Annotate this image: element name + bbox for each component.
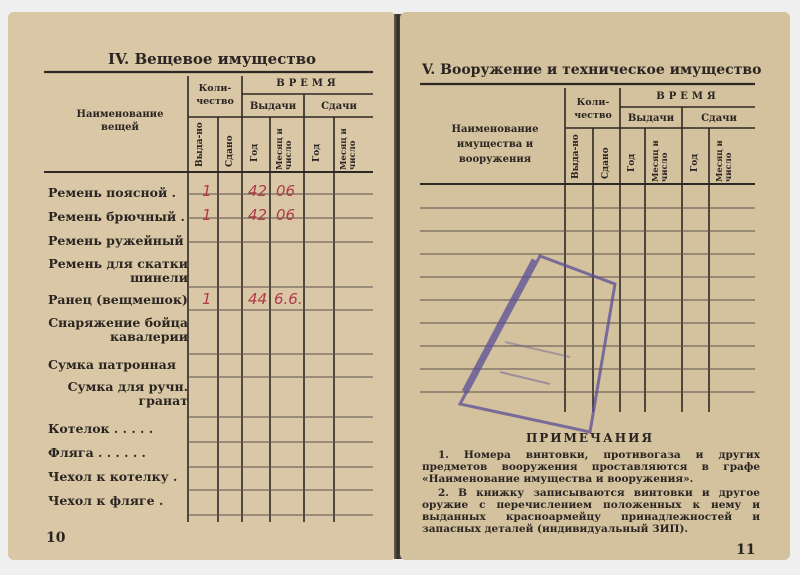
handwritten-year: 42 — [248, 182, 268, 200]
note-1: 1. Номера винтовки, противогаза и других предметов вооружения проставляются в графе «Наименование имущества и вооружения». — [422, 449, 760, 485]
handwritten-date: 06 — [276, 206, 296, 224]
sub-year-return-label: Год — [312, 143, 322, 162]
sub-month-day-issue-label: Месяц и число — [651, 140, 670, 182]
item-name: Ремень ружейный — [48, 233, 184, 248]
sub-month-day-return-label: Месяц и число — [339, 128, 358, 170]
handwritten-year: 44 — [248, 290, 268, 308]
left-page-title: IV. Вещевое имущество — [108, 50, 317, 68]
col-quantity-header: Коли-чество — [574, 97, 612, 121]
left-page — [8, 12, 396, 560]
col-return-header: Сдачи — [701, 113, 737, 124]
item-name: Котелок . . . . . — [48, 421, 154, 436]
note-2: 2. В книжку записываются винтовки и другое оружие с перечислением положенных к нему и выданных красноармейцу принадлежностей и запасных деталей (индивидуальный ЗИП). — [422, 487, 760, 535]
page-number-left: 10 — [46, 530, 66, 546]
sub-year-issue-label: Год — [627, 153, 637, 172]
handwritten-qty: 1 — [202, 182, 212, 200]
item-name: Сумка для ручн. гранат — [67, 379, 188, 408]
item-name: Чехол к котелку . — [48, 469, 178, 484]
col-return-header: Сдачи — [321, 101, 357, 112]
col-name-header: Наименование имущества и вооружения — [451, 124, 539, 165]
sub-issued-label: Выда-но — [571, 134, 581, 179]
ink-stamp — [460, 256, 615, 432]
item-name: Ранец (вещмешок) — [48, 292, 188, 307]
item-name: Ремень для скатки шинели — [48, 256, 188, 285]
handwritten-date: 06 — [276, 182, 296, 200]
handwritten-qty: 1 — [202, 206, 212, 224]
sub-month-day-return-label: Месяц и число — [715, 140, 734, 182]
sub-returned-label: Сдано — [601, 147, 611, 179]
handwritten-qty: 1 — [202, 290, 212, 308]
item-name: Ремень брючный . — [48, 209, 185, 224]
col-time-header: ВРЕМЯ — [276, 78, 340, 89]
item-name: Ремень поясной . — [48, 185, 176, 200]
handwritten-year: 42 — [248, 206, 268, 224]
page-number-right: 11 — [736, 542, 756, 558]
item-name: Сумка патронная — [48, 357, 176, 372]
col-name-header: Наименование вещей — [76, 109, 164, 133]
col-issue-header: Выдачи — [249, 101, 297, 112]
col-quantity-header: Коли-чество — [196, 83, 234, 107]
sub-returned-label: Сдано — [225, 135, 235, 167]
col-time-header: ВРЕМЯ — [656, 91, 720, 102]
handwritten-date: 6.6. — [274, 290, 303, 308]
sub-year-issue-label: Год — [250, 143, 260, 162]
item-name: Снаряжение бойца кавалерии — [48, 315, 188, 344]
sub-month-day-issue-label: Месяц и число — [275, 128, 294, 170]
right-page — [400, 12, 790, 560]
item-name: Фляга . . . . . . — [48, 445, 146, 460]
right-page-title: V. Вооружение и техническое имущество — [422, 62, 762, 78]
item-name: Чехол к фляге . — [48, 493, 164, 508]
sub-year-return-label: Год — [690, 153, 700, 172]
col-issue-header: Выдачи — [627, 113, 675, 124]
notes-title: ПРИМЕЧАНИЯ — [525, 431, 655, 445]
sub-issued-label: Выда-но — [195, 122, 205, 167]
